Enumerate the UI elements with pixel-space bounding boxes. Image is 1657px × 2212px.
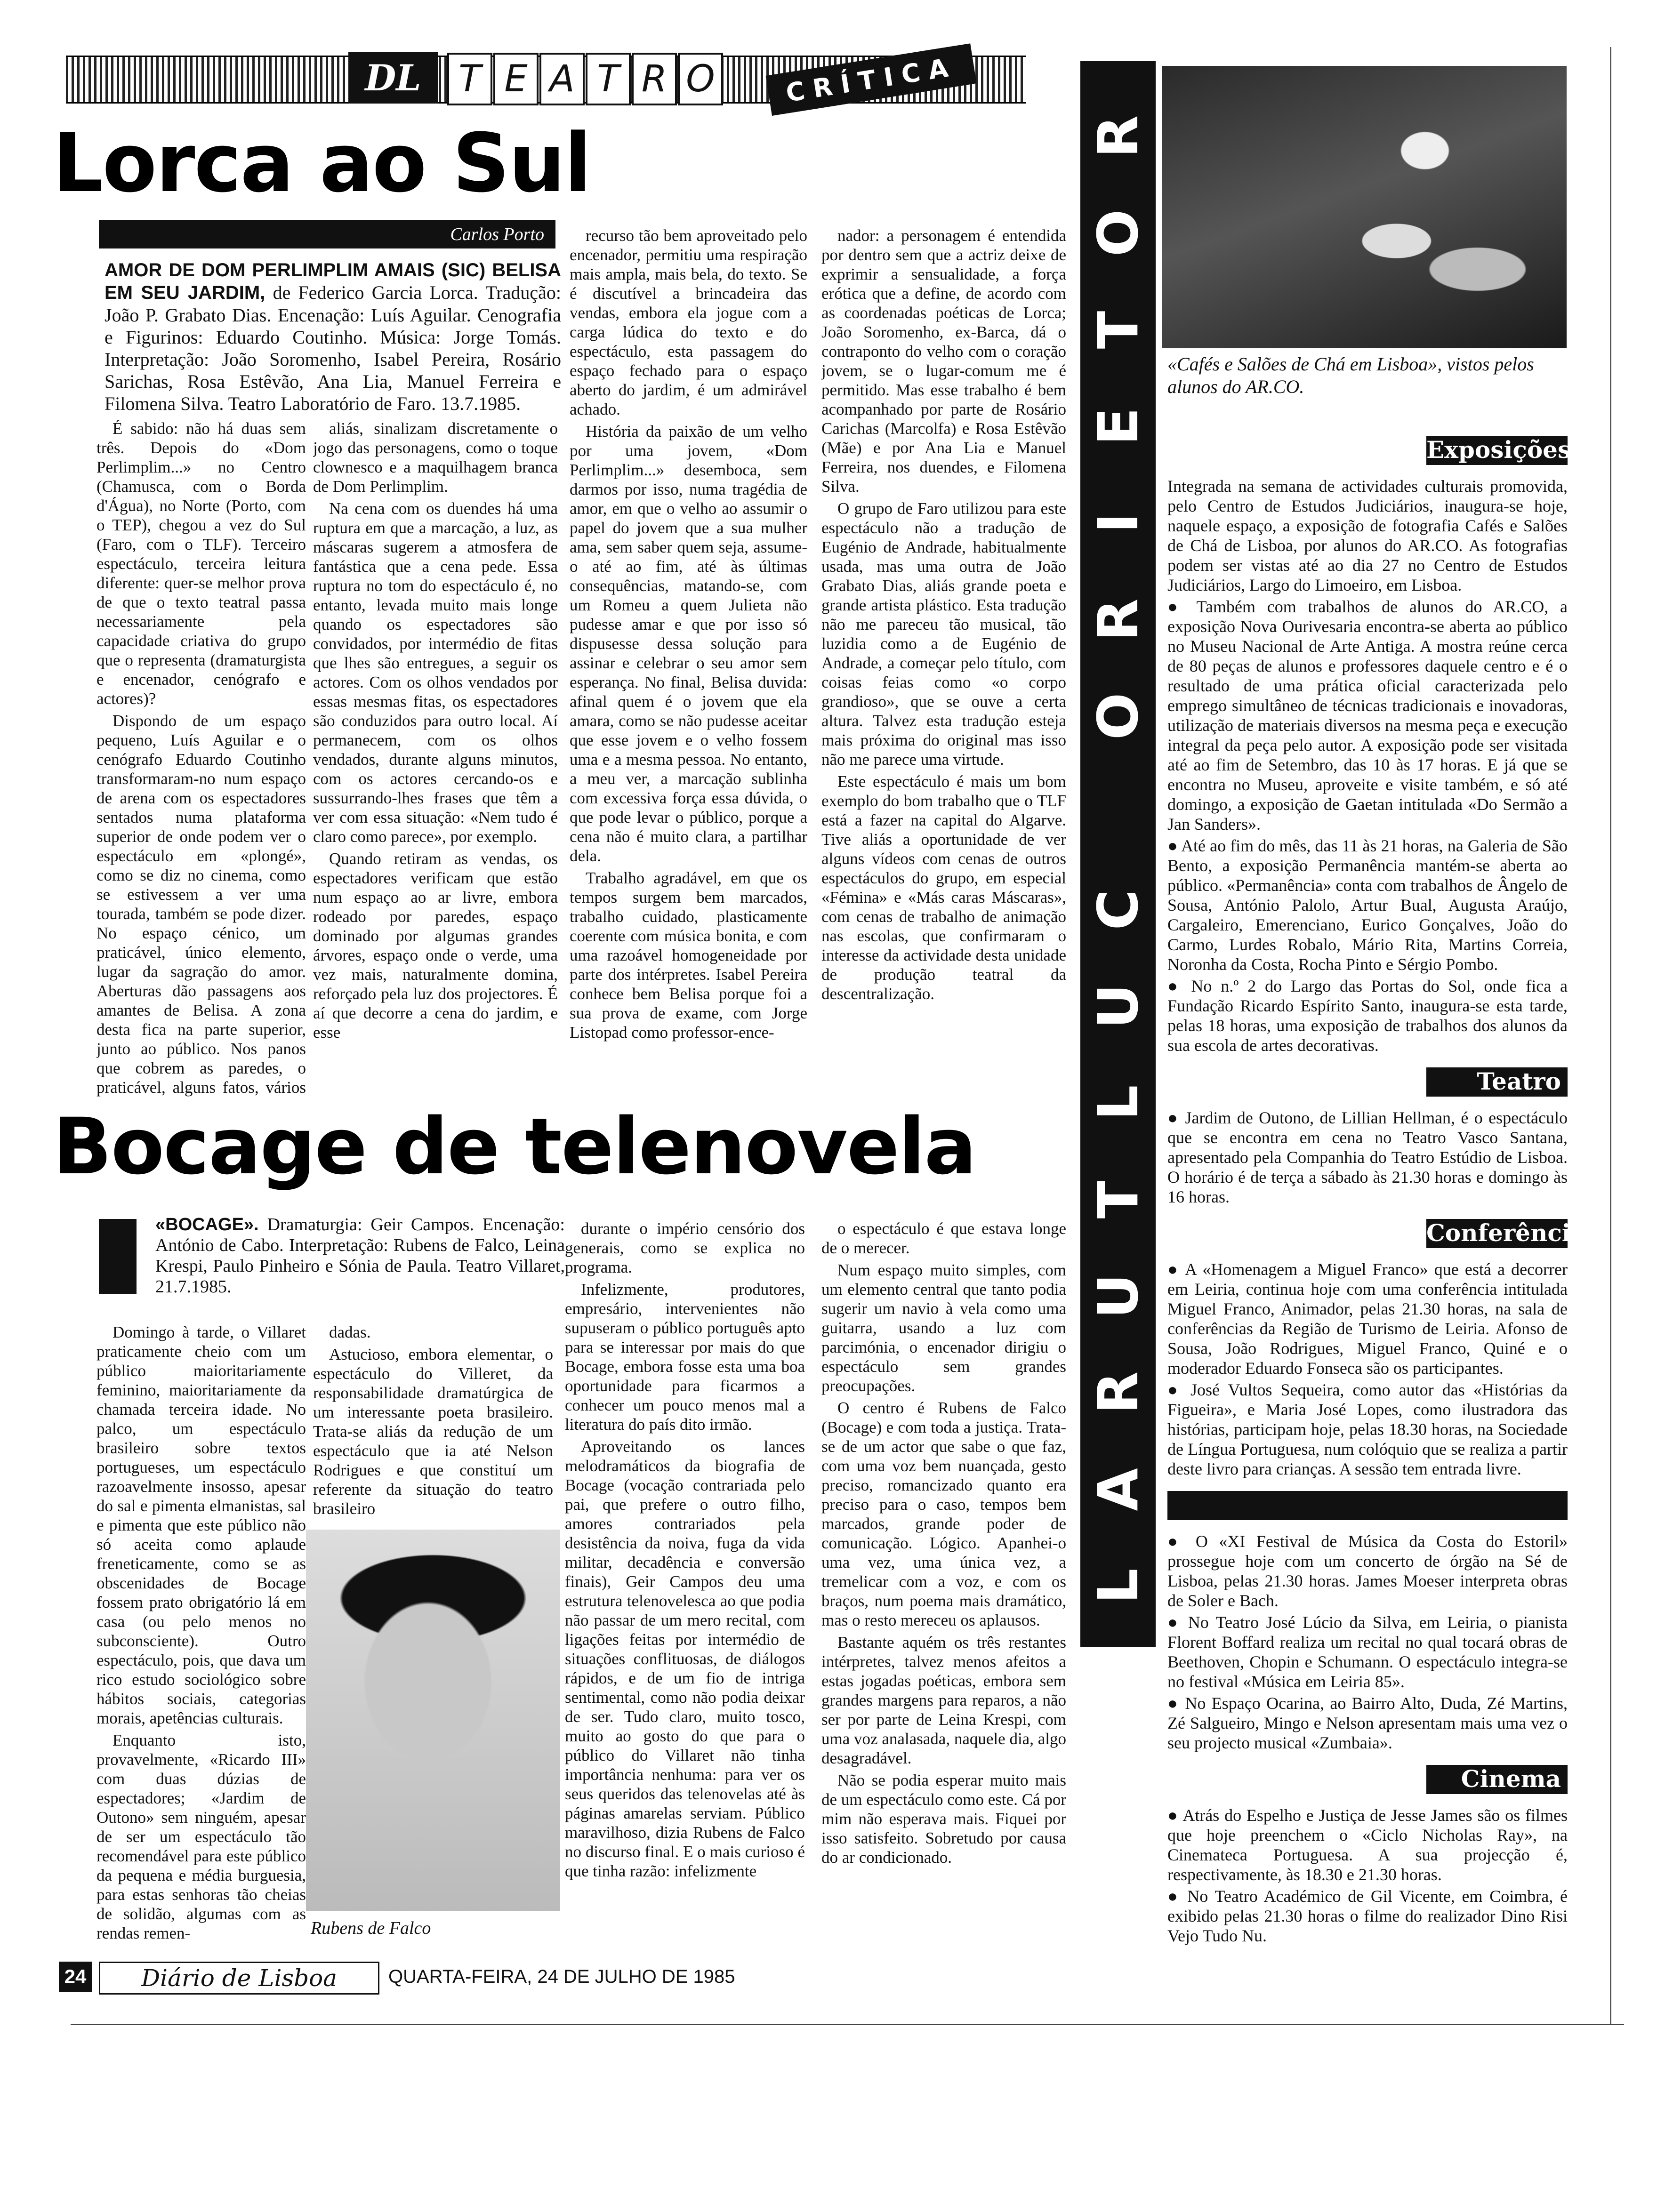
banner-letter: U <box>1086 984 1150 1029</box>
section-heading: Cinema <box>1426 1765 1568 1794</box>
article2-column-1 <box>97 1322 306 1953</box>
paragraph: o espectáculo é que estava longe de o merecer. <box>821 1219 1066 1257</box>
section-title-letter: T <box>586 53 631 105</box>
listing-item: Integrada na semana de actividades culturais promovida, pelo Centro de Estudos Judiciários, inaugura-se hoje, naquele espaço, a exposição de fotografia Cafés e Salões de Chá de Lisboa, por alunos do AR.CO. As fotografias podem ser vistas até ao dia 27 no Centro de Estudos Judiciários, Largo do Limoeiro, em Lisboa. <box>1167 477 1568 594</box>
listing-item: ● Atrás do Espelho e Justiça de Jesse James são os filmes que hoje preenchem o «Ciclo Nicholas Ray», na Cinemateca Portuguesa. A sua projecção é, respectivamente, às 18.30 e 21.30 horas. <box>1167 1806 1568 1884</box>
article1-byline: Carlos Porto <box>99 220 555 248</box>
section-title-letter: O <box>678 53 723 105</box>
article1-headline: Lorca ao Sul <box>53 116 591 210</box>
article1-column-1 <box>97 419 306 1097</box>
dl-logo: DL <box>348 52 438 104</box>
paragraph: Num espaço muito simples, com um elemento central que tanto podia sugerir um navio à vela como uma guitarra, usando a luz com parcimónia, o encenador dirigiu o espectáculo sem grandes preocupações. <box>821 1261 1066 1395</box>
article1-credits-text: de Federico Garcia Lorca. Tradução: João P. Grabato Dias. Encenação: Luís Aguilar. Cenografia e Figurinos: Eduardo Coutinho. Música: Jorge Tomás. Interpretação: João Soromenho, Isabel Pereira, Rosário Sarichas, Rosa Estêvão, Ana Lia, Manuel Ferreira e Filomena Silva. Teatro Laboratório de Faro. 13.7.1985. <box>105 282 561 414</box>
section-title-letter: R <box>632 53 677 105</box>
paragraph: Domingo à tarde, o Villaret praticamente cheio com um público maioritariamente feminino, maioritariamente da chamada terceira idade. No palco, um espectáculo brasileiro sobre textos portugueses, um espectáculo razoavelmente insosso, apesar do sal e pimenta elmanistas, sal e pimenta que este público não só aceita como aplaude freneticamente, como se as obscenidades de Bocage fossem prato obrigatório lá em casa (ou pelo menos no subconsciente). Outro espectáculo, pois, que dava um rico estudo sociológico sobre hábitos sociais, categorias morais, apetências culturais. <box>97 1323 306 1727</box>
banner-letter: A <box>1086 1467 1150 1511</box>
cafes-photo <box>1162 66 1567 348</box>
paragraph: nador: a personagem é entendida por dentro sem que a actriz deixe de exprimir a sensualidade, a força erótica que a define, de acordo com as coordenadas poéticas de Lorca; João Soromenho, ex-Barca, dá o contraponto do velho com o coração jovem, se o lugar-comum me é permitido. Mas esse trabalho é bem acompanhado por parte de Rosário Carichas (Marcolfa) e Rosa Estêvão (Mãe) e por Ana Lia e Manuel Ferreira, nos duendes, e Filomena Silva. <box>821 226 1066 496</box>
paragraph: Quando retiram as vendas, os espectadores verificam que estão num espaço ao ar livre, embora rodeado por paredes, espaço dominado por algumas grandes árvores, espaço onde o verde, uma vez mais, naturalmente domina, reforçado pela luz dos projectores. É aí que decorre a cena do jardim, e esse <box>313 850 558 1042</box>
paragraph: O grupo de Faro utilizou para este espectáculo não a tradução de Eugénio de Andrade, habitualmente usada, mas uma outra de João Grabato Dias, aliás grande poeta e grande artista plástico. Esta tradução não me pareceu tão musical, tão luzidia como a de Eugénio de Andrade, a começar pelo título, com coisas feias como «o corpo grandioso», que se ouve a certa altura. Talvez esta tradução esteja mais próxima do original mas isso não me parece uma virtude. <box>821 499 1066 769</box>
newspaper-name: Diário de Lisboa <box>99 1962 379 1995</box>
roteiro-sections <box>1167 424 1600 1948</box>
paragraph: Este espectáculo é mais um bom exemplo do bom trabalho que o TLF está a fazer na capital do Algarve. Tive aliás a oportunidade de ver alguns vídeos com cenas de outros espectáculos do grupo, em especial «Fémina» e «Más caras Máscaras», com cenas de trabalho de animação nas escolas, que confirmaram o interesse da actividade desta unidade de produção teatral da descentralização. <box>821 772 1066 1003</box>
article2-headline: Bocage de telenovela <box>53 1101 976 1192</box>
banner-letter <box>1090 785 1146 841</box>
article1-column-3 <box>570 226 807 1097</box>
banner-letter: R <box>1086 115 1150 158</box>
section-heading: Exposições <box>1426 436 1568 465</box>
banner-letter: C <box>1086 889 1150 930</box>
banner-letter: L <box>1086 1568 1150 1604</box>
banner-letter: I <box>1086 513 1150 534</box>
listing-item: ● Jardim de Outono, de Lillian Hellman, é o espectáculo que se encontra em cena no Teatro Vasco Santana, apresentado pela Companhia do Teatro Estúdio de Lisboa. O horário é de terça a sábado às 21.30 horas e domingo às 16 horas. <box>1167 1108 1568 1206</box>
section-body <box>1167 1531 1568 1753</box>
section-title-letter: E <box>493 53 539 105</box>
page-number: 24 <box>59 1962 92 1992</box>
listing-item: ● Também com trabalhos de alunos do AR.CO, a exposição Nova Ourivesaria encontra-se aberta ao público no Museu Nacional de Arte Antiga. A mostra reúne cerca de 80 peças de alunos e professores daquele centro e é o resultado de uma prática oficial caracterizada pelo emprego simultâneo de técnicas tradicionais e inovadoras, utilização de materiais diversos na mesma peça e execução integral da peça pelo autor. A exposição pode ser visitada até ao fim de Setembro, das 10 às 17 horas. E já que se encontra no Museu, aproveite e visite também, e só até domingo, a exposição de Gaetan intitulada «Do Sermão a Jan Sanders». <box>1167 597 1568 834</box>
critica-tag: CRÍTICA <box>766 43 977 116</box>
paragraph: Dispondo de um espaço pequeno, Luís Aguilar e o cenógrafo Eduardo Coutinho transformaram-no num espaço de arena com os espectadores sentados numa plataforma superior de onde podem ver o espectáculo em «plongé», como se diz no cinema, como se estivessem a ver uma tourada, também se pode dizer. No espaço cénico, um praticável, único elemento, lugar da sagração do amor. Aberturas dão passagens aos amantes de Belisa. A zona desta fica na parte superior, junto ao público. Nos panos que cobrem as paredes, o praticável, alguns fatos, vários <box>97 712 306 1097</box>
section-heading <box>1167 1491 1568 1520</box>
paragraph: Trabalho agradável, em que os tempos surgem bem marcados, trabalho cuidado, plasticamente coerente com música bonita, e com uma razoável homogeneidade por parte dos intérpretes. Isabel Pereira conhece bem Belisa porque foi a sua prova de exame, com Jorge Listopad como professor-ence- <box>570 869 807 1042</box>
article2-credits <box>155 1214 565 1297</box>
paragraph: Aproveitando os lances melodramáticos da biografia de Bocage (vocação contrariada pelo pai, que prefere o outro filho, amores contrariados pela desistência da noiva, fuga da vida militar, decadência e conversão finais), Geir Campos deu uma estrutura telenovelesca ao que podia não passar de um mero recital, com ligações feitas por intermédio de situações conflituosas, de diálogos rápidos, e de um fio de intriga sentimental, como não podia deixar de ser. Tudo claro, muito tosco, muito ao gosto do que para o público do Villaret não tinha importância nenhuma: para ver os seus queridos das telenovelas até às páginas amarelas serviam. Público maravilhoso, dizia Rubens de Falco no discurso final. E o mais curioso é que tinha razão: infelizmente <box>565 1437 805 1880</box>
article2-dropcap: I <box>99 1219 137 1294</box>
paragraph: Astucioso, embora elementar, o espectáculo do Villeret, da responsabilidade dramatúrgica de um interessante poeta brasileiro. Trata-se aliás da redução de um espectáculo que ia até Nelson Rodrigues e que constituí um referente da situação do teatro brasileiro <box>313 1345 553 1518</box>
article1-column-2 <box>313 419 558 1097</box>
section-body <box>1167 1805 1568 1946</box>
listing-item: ● O «XI Festival de Música da Costa do Estoril» prossegue hoje com um concerto de órgão na Sé de Lisboa, pelas 21.30 horas. James Moeser interpreta obras de Soler e Bach. <box>1167 1532 1568 1610</box>
banner-letter: O <box>1086 692 1150 740</box>
paragraph: Não se podia esperar muito mais de um espectáculo como este. Cá por mim não esperava mais. Fiquei por isso satisfeito. Sobretudo por causa do ar condicionado. <box>821 1771 1066 1867</box>
footer-rule <box>59 1959 1146 1961</box>
banner-letter: L <box>1086 1085 1150 1121</box>
article1-column-4 <box>821 226 1066 1097</box>
paragraph: recurso tão bem aproveitado pelo encenador, permitiu uma respiração mais ampla, mais bela, do texto. Se é discutível a brincadeira das vendas, embora ela jogue com a carga lúdica do texto e do espectáculo, esta passagem do espaço fechado para o espaço aberto do jardim, é um admirável achado. <box>570 226 807 418</box>
section-title <box>447 53 724 105</box>
photo-caption-rubens: Rubens de Falco <box>311 1918 431 1938</box>
article2-column-4 <box>821 1219 1066 1963</box>
banner-letter: U <box>1086 1274 1150 1319</box>
rubens-de-falco-photo <box>306 1530 560 1911</box>
scan-edge <box>71 2024 1624 2025</box>
section-title-letter: T <box>447 53 492 105</box>
paragraph: Infelizmente, produtores, empresário, intervenientes não supuseram o público português apto para se interessar por mais do que Bocage, embora fosse esta uma boa oportunidade para ficarmos a conhecer um pouco menos mal a literatura do país dito irmão. <box>565 1280 805 1434</box>
section-body <box>1167 1108 1568 1207</box>
listing-item: ● No n.º 2 do Largo das Portas do Sol, onde fica a Fundação Ricardo Espírito Santo, inaugura-se esta tarde, pelas 18 horas, uma exposição de trabalhos dos alunos da sua escola de artes decorativas. <box>1167 977 1568 1055</box>
listing-item: ● No Teatro José Lúcio da Silva, em Leiria, o pianista Florent Boffard realiza um recital no qual tocará obras de Beethoven, Chopin e Schumann. O espectáculo integra-se no festival «Música em Leiria 85». <box>1167 1613 1568 1691</box>
roteiro-cultural-letters <box>1080 108 1156 1614</box>
cafes-photo-caption: «Cafés e Salões de Chá em Lisboa», vistos pelos alunos do AR.CO. <box>1167 353 1534 397</box>
article1-credits-title: AMOR DE DOM PERLIMPLIM AMAIS (SIC) BELISA EM SEU JARDIM, <box>105 260 561 303</box>
paragraph: Enquanto isto, provavelmente, «Ricardo III» com duas dúzias de espectadores; «Jardim de Outono» sem ninguém, apesar de ser um espectáculo tão recomendável para este público da pequena e média burguesia, para estas senhoras tão cheias de solidão, algumas com as rendas remen- <box>97 1731 306 1942</box>
listing-item: ● No Espaço Ocarina, ao Bairro Alto, Duda, Zé Martins, Zé Salgueiro, Mingo e Nelson apresentam mais uma vez o seu projecto musical «Zumbaia». <box>1167 1694 1568 1752</box>
banner-letter: O <box>1086 209 1150 257</box>
section-body <box>1167 476 1568 1055</box>
banner-letter: R <box>1086 1371 1150 1414</box>
article2-column-3 <box>565 1219 805 1963</box>
article2-credits-title: «BOCAGE». <box>155 1215 259 1234</box>
footer-date: QUARTA-FEIRA, 24 DE JULHO DE 1985 <box>388 1966 735 1987</box>
section-title-letter: A <box>539 53 585 105</box>
listing-item: ● A «Homenagem a Miguel Franco» que está a decorrer em Leiria, continua hoje com uma conferência intitulada Miguel Franco, Animador, pelas 21.30 horas, na sala de conferências da Região de Turismo de Leiria. Afonso de Sousa, João Rodrigues, Miguel Franco, Quiné e o moderador Eduardo Fonseca são os participantes. <box>1167 1260 1568 1378</box>
section-heading: Teatro <box>1426 1067 1568 1097</box>
listing-item: ● Até ao fim do mês, das 11 às 21 horas, na Galeria de São Bento, a exposição Permanência mantém-se aberta ao público. «Permanência» conta com trabalhos de Ângelo de Sousa, António Palolo, Artur Bual, Augusta Araújo, Cargaleiro, Emerenciano, Eurico Gonçalves, João do Carmo, Lurdes Robalo, Mário Rita, Martins Correia, Noronha da Costa, Rocha Pinto e Sérgio Pombo. <box>1167 836 1568 974</box>
paragraph: durante o império censório dos generais, como se explica no programa. <box>565 1219 805 1276</box>
listing-item: ● José Vultos Sequeira, como autor das «Histórias da Figueira», e Maria José Lopes, como ilustradora das histórias, participam hoje, pelas 18.30 horas, na Sociedade de Língua Portuguesa, num colóquio que se realiza a partir deste livro para crianças. A sessão tem entrada livre. <box>1167 1380 1568 1478</box>
scan-edge-right <box>1610 47 1611 2024</box>
paragraph: aliás, sinalizam discretamente o jogo das personagens, como o toque clownesco e a maquilhagem branca de Dom Perlimplim. <box>313 419 558 496</box>
paragraph: História da paixão de um velho por uma jovem, «Dom Perlimplim...» desemboca, sem darmos por isso, numa tragédia de amor, em que o velho ao assumir o papel do jovem que a sua mulher ama, sem saber quem seja, assume-o até ao fim, até às últimas consequências, matando-se, com um Romeu a quem Julieta não pudesse amar e que por isso só dispusesse dessa solução para assinar e celebrar o seu amor sem esperança. No final, Belisa duvida: afinal quem é o jovem que ela amara, como se não pudesse aceitar que esse jovem e o velho fossem uma e a mesma pessoa. No entanto, a meu ver, a marcação sublinha com excessiva força essa dúvida, o que pode levar o público, porque a cena não é muito clara, a partilhar dela. <box>570 422 807 865</box>
paragraph: Na cena com os duendes há uma ruptura em que a marcação, a luz, as máscaras sugerem a atmosfera de fantástica que a cena pede. Essa ruptura no tom do espectáculo é, no entanto, levada muito mais longe quando os espectadores são convidados, por intermédio de fitas que lhes são entregues, a seguir os actores. Com os olhos vendados por essas mesmas fitas, os espectadores são conduzidos para outro local. Aí permanecem, com os olhos vendados, durante alguns minutos, com os actores cercando-os e sussurrando-lhes frases que têm a ver com essa situação: «Nem tudo é claro como parece», por exemplo. <box>313 499 558 846</box>
section-heading: Conferências <box>1426 1219 1568 1248</box>
paragraph: É sabido: não há duas sem três. Depois do «Dom Perlimplim...» no Centro (Chamusca, com o Borda d'Água), no Norte (Porto, com o TEP), chegou a vez do Sul (Faro, com o TLF). Terceiro espectáculo, terceira leitura diferente: quer-se melhor prova de que o texto teatral passa necessariamente pela capacidade criativa do grupo que o representa (dramaturgista e encenador, cenógrafo e actores)? <box>97 419 306 708</box>
listing-item: ● No Teatro Académico de Gil Vicente, em Coimbra, é exibido pelas 21.30 horas o filme do realizador Dino Risi Vejo Tudo Nu. <box>1167 1887 1568 1945</box>
section-body <box>1167 1259 1568 1479</box>
banner-letter: R <box>1086 598 1150 641</box>
article1-credits <box>105 259 561 415</box>
paragraph: O centro é Rubens de Falco (Bocage) e com toda a justiça. Trata-se de um actor que sabe o que faz, com uma voz bem nuançada, gesto preciso, romancizado quanto era preciso para o caso, tempos bem marcados, grande poder de comunicação. Lógico. Apanhei-o uma vez, uma única vez, a tremelicar com a voz, e com os braços, num poema mais dramático, mas o resto mereceu os aplausos. <box>821 1399 1066 1629</box>
paragraph: Bastante aquém os três restantes intérpretes, talvez menos afeitos a estas jogadas poéticas, embora sem grandes margens para reparos, a não ser por parte de Leina Krespi, com uma voz analasada, naquele dia, algo desagradável. <box>821 1633 1066 1767</box>
article2-credits-text: Dramaturgia: Geir Campos. Encenação: António de Cabo. Interpretação: Rubens de Falco, Leina Krespi, Paulo Pinheiro e Sónia de Paula. Teatro Villaret, 21.7.1985. <box>155 1215 565 1297</box>
article2-column-2 <box>313 1322 553 1520</box>
banner-letter: E <box>1086 407 1150 446</box>
banner-letter: T <box>1086 311 1150 349</box>
banner-letter: T <box>1086 1180 1150 1218</box>
paragraph: dadas. <box>329 1323 371 1341</box>
